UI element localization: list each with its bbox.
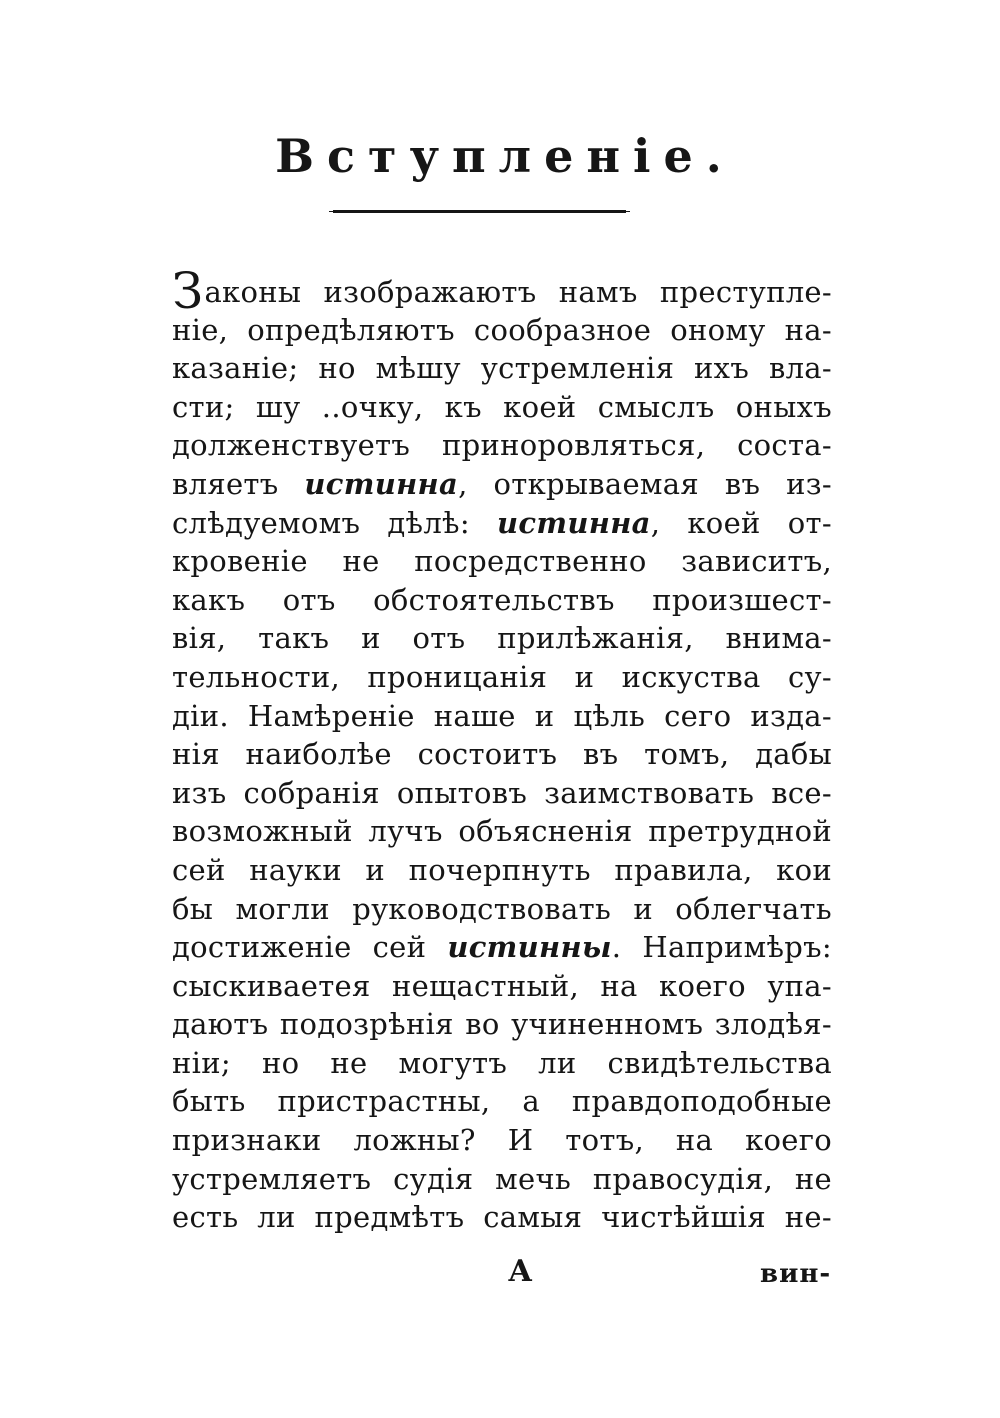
line-text: какъ отъ обстоятельствъ произшест-: [172, 582, 832, 617]
line-text: сей науки и почерпнуть правила, кои: [172, 852, 832, 887]
line-text: , открываемая въ из-: [458, 466, 832, 501]
emphasis-word: истинны: [447, 930, 612, 965]
text-line: [172, 1121, 832, 1160]
drop-initial: З: [172, 262, 204, 320]
text-line: [172, 426, 832, 465]
title-rule: [333, 210, 626, 213]
line-text: діи. Намѣреніе наше и цѣль сего изда-: [172, 698, 832, 733]
catchword: вин-: [760, 1259, 832, 1289]
line-text: , коей от-: [650, 505, 832, 540]
text-line: [172, 890, 832, 929]
text-line: [172, 504, 832, 543]
line-text: бы могли руководствовать и облегчать: [172, 891, 832, 926]
body-text: [172, 262, 832, 1237]
text-line: [172, 465, 832, 504]
line-text: кровеніе не посредственно зависитъ,: [172, 544, 832, 579]
line-text: долженствуетъ приноровляться, соста-: [172, 428, 832, 463]
line-text: признаки ложны? И тотъ, на коего: [172, 1123, 832, 1158]
text-line: [172, 967, 832, 1006]
text-line: [172, 774, 832, 813]
line-text: нія наиболѣе состоитъ въ томъ, дабы: [172, 737, 832, 772]
text-line: [172, 1044, 832, 1083]
text-line: [172, 851, 832, 890]
line-text: слѣдуемомъ дѣлѣ:: [172, 505, 498, 540]
text-line: [172, 1160, 832, 1199]
text-line: [172, 1005, 832, 1044]
line-text: сыскиваетея нещастный, на коего упа-: [172, 968, 832, 1003]
line-text: достиженіе сей: [172, 930, 448, 965]
line-text: казаніе; но мѣшу устремленія ихъ вла-: [172, 351, 832, 386]
text-line: [172, 311, 832, 350]
text-line: [172, 262, 832, 320]
line-text: вляетъ: [172, 466, 305, 501]
text-line: [172, 581, 832, 620]
line-text: вія, такъ и отъ прилѣжанія, внима-: [172, 621, 832, 656]
chapter-title: Вступленіе.: [275, 129, 735, 183]
text-line: [172, 542, 832, 581]
text-line: [172, 697, 832, 736]
line-text: возможный лучъ объясненія претрудной: [172, 814, 832, 849]
emphasis-word: истинна: [304, 466, 459, 501]
text-line: [172, 735, 832, 774]
line-text: изъ собранія опытовъ заимствовать все-: [172, 775, 832, 810]
line-text: . Напримѣръ:: [611, 930, 832, 965]
emphasis-word: истинна: [497, 505, 651, 540]
line-text: есть ли предмѣтъ самыя чистѣйшія не-: [172, 1200, 832, 1235]
line-text: даютъ подозрѣнія во учиненномъ злодѣя-: [172, 1007, 832, 1042]
line-text: ніи; но не могутъ ли свидѣтельства: [172, 1045, 832, 1080]
text-line: [172, 1082, 832, 1121]
line-text: ніе, опредѣляютъ сообразное оному на-: [172, 312, 832, 347]
line-text: устремляетъ судія мечь правосудія, не: [172, 1161, 832, 1196]
text-line: [172, 1198, 832, 1237]
line-text: сти; шу ..очку, къ коей смыслъ оныхъ: [172, 389, 832, 424]
text-line: [172, 812, 832, 851]
signature-mark: А: [508, 1254, 533, 1289]
line-text: тельности, проницанія и искуства су-: [172, 659, 832, 694]
text-line: [172, 928, 832, 967]
line-text: быть пристрастны, а правдоподобные: [172, 1084, 832, 1119]
line-text: аконы изображаютъ намъ преступле-: [204, 275, 832, 309]
text-line: [172, 349, 832, 388]
text-line: [172, 388, 832, 427]
text-line: [172, 619, 832, 658]
text-line: [172, 658, 832, 697]
